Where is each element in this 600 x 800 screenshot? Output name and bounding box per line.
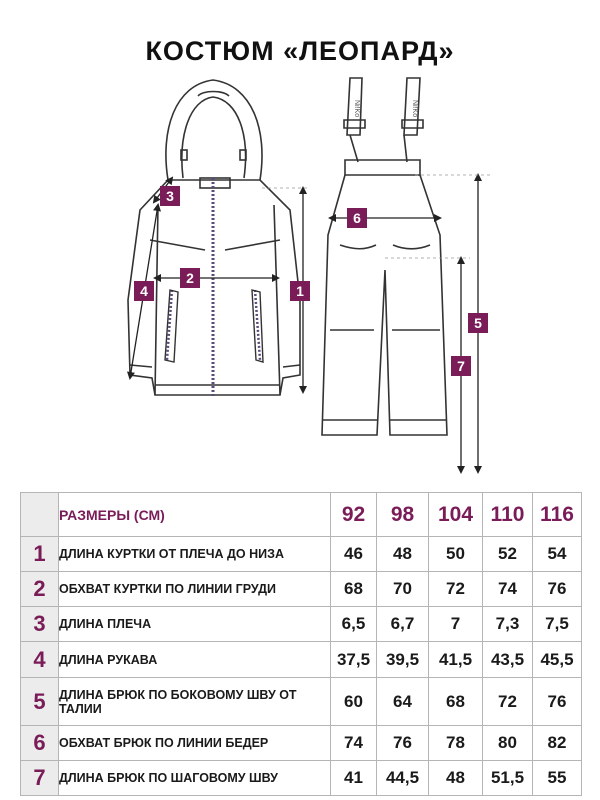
pants-drawing — [322, 78, 447, 435]
svg-text:Ni!Ko: Ni!Ko — [411, 100, 418, 118]
table-cell: 39,5 — [377, 642, 429, 678]
row-number: 2 — [21, 572, 59, 607]
table-cell: 41 — [331, 761, 377, 796]
table-cell: 54 — [533, 537, 582, 572]
table-cell: 48 — [429, 761, 483, 796]
table-cell: 70 — [377, 572, 429, 607]
table-cell: 45,5 — [533, 642, 582, 678]
svg-text:4: 4 — [140, 283, 148, 299]
table-row — [21, 678, 582, 726]
row-number: 6 — [21, 726, 59, 761]
row-number: 1 — [21, 537, 59, 572]
row-label: ДЛИНА БРЮК ПО ШАГОВОМУ ШВУ — [59, 761, 331, 796]
jacket-pockets — [167, 290, 260, 360]
table-row — [21, 572, 582, 607]
table-row — [21, 607, 582, 642]
size-table — [20, 492, 582, 796]
page-title: КОСТЮМ «ЛЕОПАРД» — [145, 36, 455, 66]
table-cell: 48 — [377, 537, 429, 572]
row-label: ОБХВАТ БРЮК ПО ЛИНИИ БЕДЕР — [59, 726, 331, 761]
svg-text:2: 2 — [186, 270, 194, 286]
row-label: ДЛИНА БРЮК ПО БОКОВОМУ ШВУ ОТ ТАЛИИ — [59, 678, 331, 726]
svg-text:7: 7 — [457, 358, 465, 374]
row-number: 7 — [21, 761, 59, 796]
table-cell: 68 — [331, 572, 377, 607]
table-row — [21, 761, 582, 796]
table-cell: 43,5 — [483, 642, 533, 678]
table-cell: 60 — [331, 678, 377, 726]
svg-text:1: 1 — [296, 283, 304, 299]
size-column-header: 92 — [331, 493, 377, 537]
table-cell: 80 — [483, 726, 533, 761]
svg-text:6: 6 — [353, 210, 361, 226]
size-column-header: 110 — [483, 493, 533, 537]
table-corner-cell — [21, 493, 59, 537]
size-header-label: РАЗМЕРЫ (СМ) — [59, 493, 331, 537]
row-label: ОБХВАТ КУРТКИ ПО ЛИНИИ ГРУДИ — [59, 572, 331, 607]
size-column-header: 98 — [377, 493, 429, 537]
marker-badges — [134, 186, 488, 376]
size-column-header: 116 — [533, 493, 582, 537]
table-row — [21, 537, 582, 572]
table-cell: 82 — [533, 726, 582, 761]
table-cell: 78 — [429, 726, 483, 761]
table-cell: 68 — [429, 678, 483, 726]
table-cell: 6,7 — [377, 607, 429, 642]
table-cell: 7,5 — [533, 607, 582, 642]
table-row — [21, 642, 582, 678]
table-cell: 51,5 — [483, 761, 533, 796]
size-column-header: 104 — [429, 493, 483, 537]
table-cell: 7 — [429, 607, 483, 642]
garment-illustration — [0, 60, 600, 480]
table-cell: 76 — [533, 678, 582, 726]
table-cell: 37,5 — [331, 642, 377, 678]
table-cell: 76 — [533, 572, 582, 607]
row-number: 4 — [21, 642, 59, 678]
row-label: ДЛИНА КУРТКИ ОТ ПЛЕЧА ДО НИЗА — [59, 537, 331, 572]
svg-text:3: 3 — [166, 188, 174, 204]
table-cell: 46 — [331, 537, 377, 572]
row-label: ДЛИНА РУКАВА — [59, 642, 331, 678]
table-cell: 74 — [331, 726, 377, 761]
svg-text:Ni!Ko: Ni!Ko — [353, 100, 360, 118]
table-cell: 72 — [483, 678, 533, 726]
row-number: 5 — [21, 678, 59, 726]
table-cell: 72 — [429, 572, 483, 607]
svg-text:5: 5 — [474, 315, 482, 331]
table-cell: 55 — [533, 761, 582, 796]
table-cell: 76 — [377, 726, 429, 761]
table-cell: 44,5 — [377, 761, 429, 796]
table-cell: 41,5 — [429, 642, 483, 678]
row-number: 3 — [21, 607, 59, 642]
table-cell: 6,5 — [331, 607, 377, 642]
table-row — [21, 726, 582, 761]
table-cell: 64 — [377, 678, 429, 726]
table-cell: 52 — [483, 537, 533, 572]
table-cell: 74 — [483, 572, 533, 607]
row-label: ДЛИНА ПЛЕЧА — [59, 607, 331, 642]
table-cell: 7,3 — [483, 607, 533, 642]
table-cell: 50 — [429, 537, 483, 572]
